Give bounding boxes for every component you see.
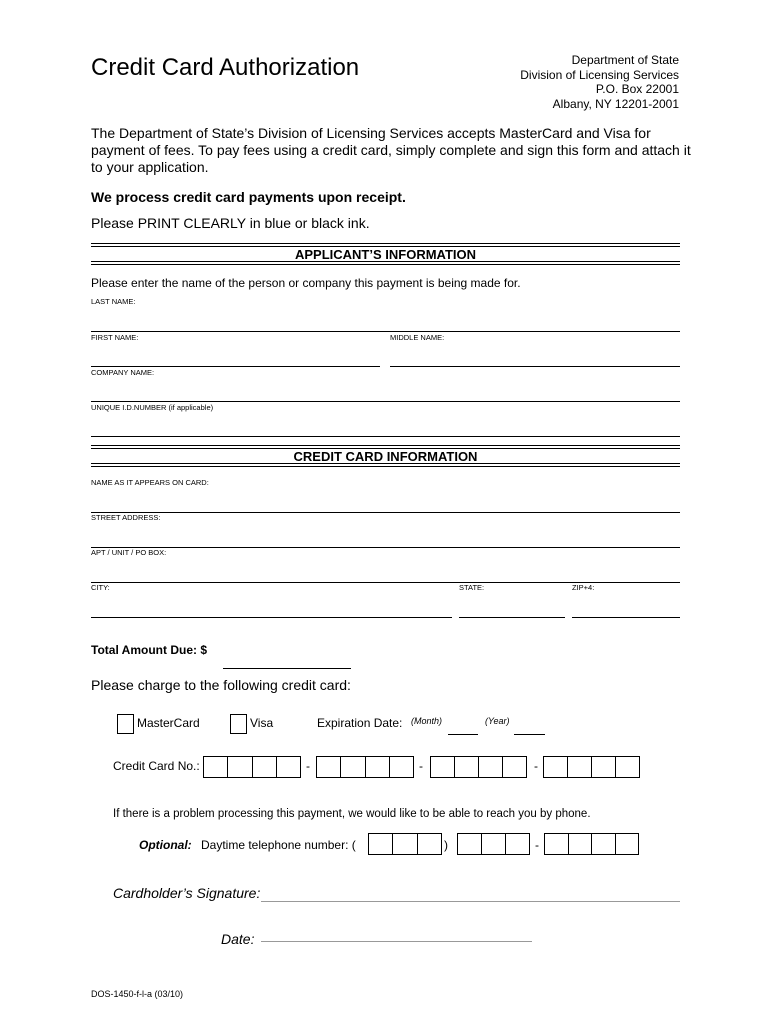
- total-amount-label: Total Amount Due: $: [91, 643, 207, 657]
- zip-label: ZIP+4:: [572, 583, 595, 592]
- expiration-month-label: (Month): [411, 716, 443, 726]
- date-label: Date:: [221, 931, 255, 947]
- company-name-label: COMPANY NAME:: [91, 368, 155, 377]
- apt-label: APT / UNIT / PO BOX:: [91, 548, 167, 557]
- card-number-group-1[interactable]: [203, 756, 301, 778]
- state-field[interactable]: [459, 617, 565, 618]
- unique-id-field[interactable]: [91, 436, 680, 437]
- phone-line-number[interactable]: [544, 833, 639, 855]
- phone-dash: -: [535, 838, 539, 852]
- date-field[interactable]: [261, 941, 532, 942]
- phone-exchange[interactable]: [457, 833, 530, 855]
- expiration-label: Expiration Date:: [317, 716, 403, 730]
- last-name-field[interactable]: [91, 331, 680, 332]
- contact-note: If there is a problem processing this payment, we would like to be able to reach you by phone.: [113, 808, 591, 820]
- form-id: DOS-1450-f-l-a (03/10): [91, 989, 184, 999]
- name-on-card-label: NAME AS IT APPEARS ON CARD:: [91, 478, 209, 487]
- total-amount-field[interactable]: [223, 668, 351, 669]
- receipt-note: We process credit card payments upon receipt.: [91, 189, 406, 205]
- charge-instruction: Please charge to the following credit card:: [91, 677, 351, 693]
- first-name-field[interactable]: [91, 366, 380, 367]
- phone-label: Daytime telephone number: (: [201, 838, 356, 852]
- card-section-banner: [91, 445, 680, 467]
- card-number-group-4[interactable]: [543, 756, 640, 778]
- applicant-instruction: Please enter the name of the person or company this payment is being made for.: [91, 276, 521, 290]
- mastercard-checkbox[interactable]: [117, 714, 134, 734]
- first-name-label: FIRST NAME:: [91, 333, 139, 342]
- intro-paragraph: The Department of State’s Division of Licensing Services accepts MasterCard and Visa for payment of fees. To pay fees using a credit card, simply complete and sign this form and attach it to your application.: [91, 125, 691, 175]
- form-title: Credit Card Authorization: [91, 54, 360, 81]
- applicant-section-banner: [91, 243, 680, 265]
- agency-address: [520, 53, 679, 111]
- middle-name-field[interactable]: [390, 366, 680, 367]
- phone-area-code[interactable]: [368, 833, 442, 855]
- city-label: CITY:: [91, 583, 110, 592]
- street-address-field[interactable]: [91, 547, 680, 548]
- name-on-card-field[interactable]: [91, 512, 680, 513]
- card-number-label: Credit Card No.:: [113, 759, 200, 773]
- visa-label: Visa: [250, 716, 274, 730]
- address-line: Albany, NY 12201-2001: [552, 96, 679, 111]
- address-line: Department of State: [571, 53, 679, 67]
- card-number-dash: -: [534, 759, 538, 773]
- last-name-label: LAST NAME:: [91, 297, 136, 306]
- card-number-group-2[interactable]: [316, 756, 414, 778]
- card-number-dash: -: [306, 759, 310, 773]
- expiration-year-label: (Year): [485, 716, 510, 726]
- phone-close-paren: ): [444, 838, 448, 852]
- company-name-field[interactable]: [91, 401, 680, 402]
- city-field[interactable]: [91, 617, 452, 618]
- signature-field[interactable]: [261, 901, 680, 902]
- print-note: Please PRINT CLEARLY in blue or black ink.: [91, 215, 370, 231]
- expiration-year-field[interactable]: [514, 734, 545, 735]
- visa-checkbox[interactable]: [230, 714, 247, 734]
- card-section-heading: CREDIT CARD INFORMATION: [293, 449, 478, 464]
- unique-id-label: UNIQUE I.D.NUMBER (if applicable): [91, 403, 214, 412]
- card-number-dash: -: [419, 759, 423, 773]
- expiration-month-field[interactable]: [448, 734, 478, 735]
- applicant-section-heading: APPLICANT’S INFORMATION: [294, 247, 477, 262]
- middle-name-label: MIDDLE NAME:: [390, 333, 445, 342]
- optional-label: Optional:: [139, 838, 192, 852]
- state-label: STATE:: [459, 583, 485, 592]
- mastercard-label: MasterCard: [137, 716, 200, 730]
- signature-label: Cardholder’s Signature:: [113, 885, 261, 901]
- address-line: Division of Licensing Services: [520, 67, 679, 82]
- address-line: P.O. Box 22001: [595, 82, 679, 96]
- card-number-group-3[interactable]: [430, 756, 527, 778]
- street-address-label: STREET ADDRESS:: [91, 513, 161, 522]
- zip-field[interactable]: [572, 617, 680, 618]
